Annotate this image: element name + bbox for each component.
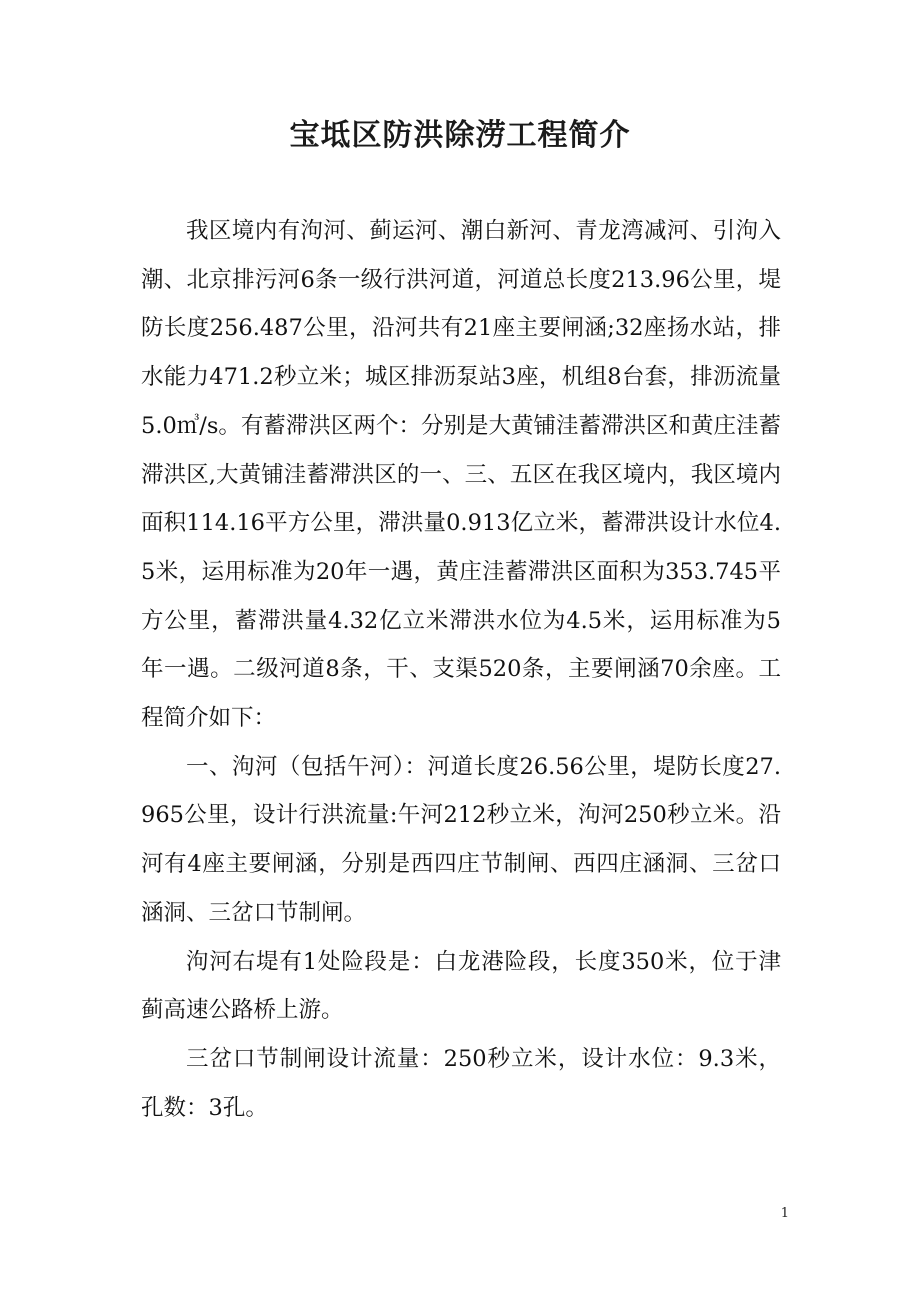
- paragraph-juhe: 一、泃河（包括午河）：河道长度26.56公里，堤防长度27.965公里，设计行洪流量:午河212秒立米，泃河250秒立米。沿河有4座主要闸涵，分别是西四庄节制闸、西四庄涵洞、三岔口涵洞、三岔口节制闸。: [141, 753, 781, 926]
- paragraph-sanchakou-gate: 三岔口节制闸设计流量：250秒立米，设计水位：9.3米，孔数：3孔。: [141, 1045, 781, 1121]
- paragraph-danger-section: 泃河右堤有1处险段是：白龙港险段，长度350米，位于津蓟高速公路桥上游。: [141, 948, 781, 1024]
- document-title: 宝坻区防洪除涝工程简介: [289, 118, 631, 153]
- document-body: [141, 207, 781, 1132]
- paragraph-overview: 我区境内有泃河、蓟运河、潮白新河、青龙湾减河、引泃入潮、北京排污河6条一级行洪河道，河道总长度213.96公里，堤防长度256.487公里，沿河共有21座主要闸涵;32座扬水站，排水能力471.2秒立米；城区排沥泵站3座，机组8台套，排沥流量5.0㎥/s。有蓄滞洪区两个：分别是大黄铺洼蓄滞洪区和黄庄洼蓄滞洪区,大黄铺洼蓄滞洪区的一、三、五区在我区境内，我区境内面积114.16平方公里，滞洪量0.913亿立米，蓄滞洪设计水位4.5米，运用标准为20年一遇，黄庄洼蓄滞洪区面积为353.745平方公里，蓄滞洪量4.32亿立米滞洪水位为4.5米，运用标准为5年一遇。二级河道8条，干、支渠520条，主要闸涵70余座。工程简介如下：: [141, 218, 781, 732]
- page-number: 1: [780, 1206, 789, 1221]
